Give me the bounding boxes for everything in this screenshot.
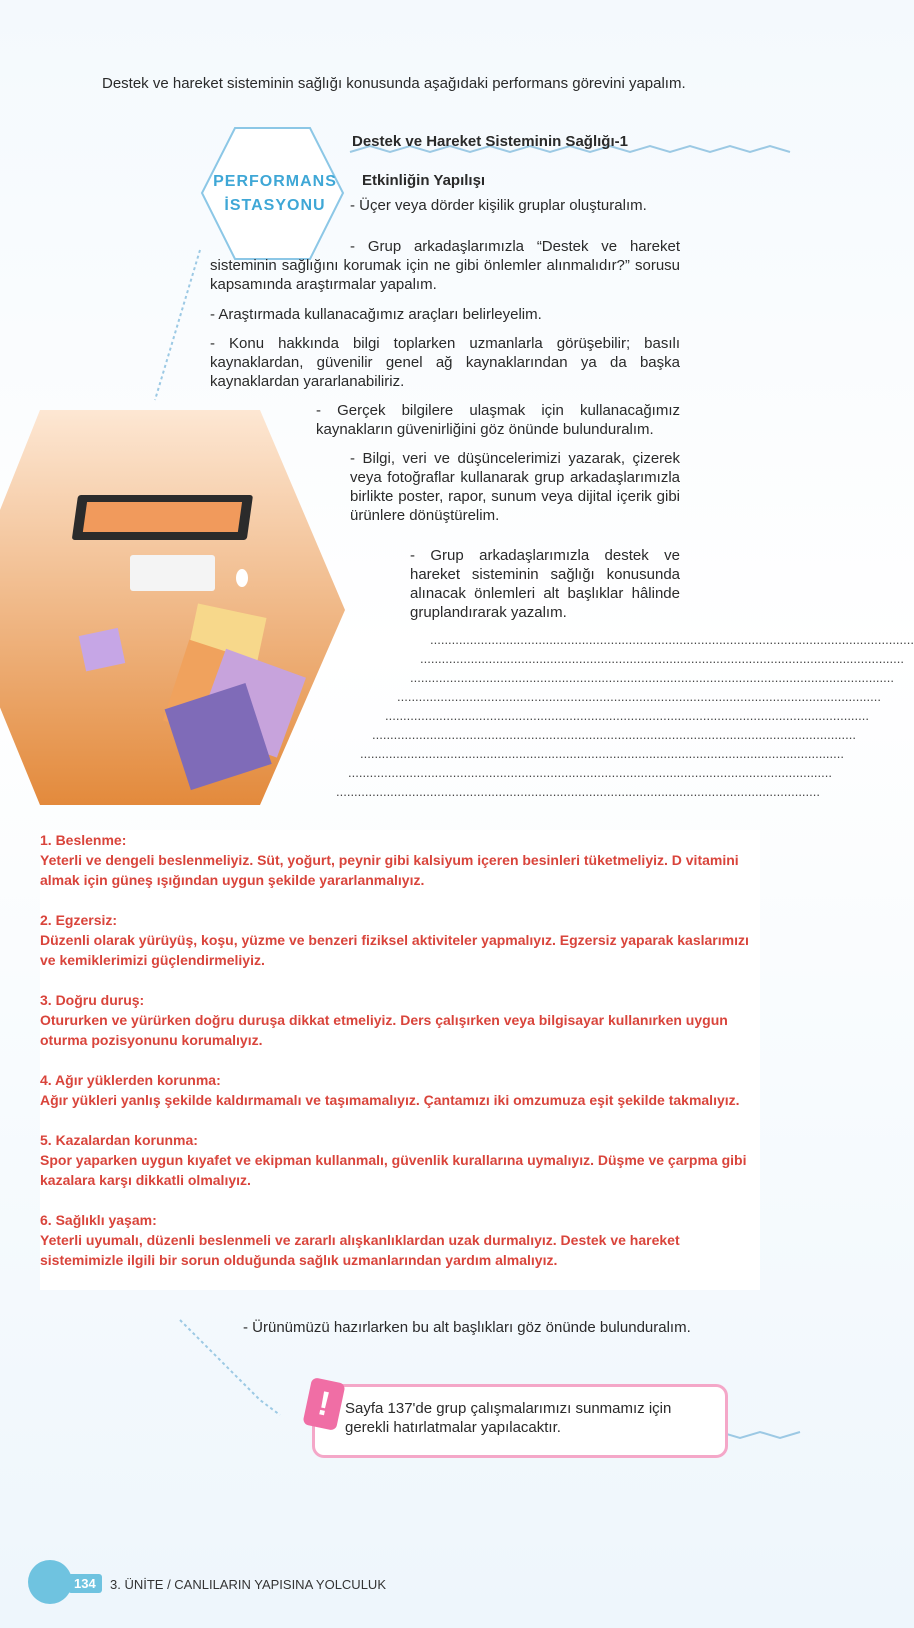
answer-text: Yeterli ve dengeli beslenmeliyiz. Süt, yoğurt, peynir gibi kalsiyum içeren besinleri tüketmeliyiz. D vitamini almak için güneş ışığından uygun şekilde yararlanmalıyız.	[40, 852, 739, 888]
intro-text: Destek ve hareket sisteminin sağlığı konusunda aşağıdaki performans görevini yapalım.	[102, 75, 686, 92]
step-5: - Gerçek bilgilere ulaşmak için kullanacağımız kaynakların güvenirliğini göz önünde bulunduralım.	[316, 402, 680, 438]
answer-block	[40, 830, 760, 1290]
station-line1: PERFORMANS	[213, 173, 337, 190]
step-4: - Konu hakkında bilgi toplarken uzmanlarla görüşebilir; basılı kaynaklardan, güvenilir genel ağ kaynaklarından ya da başka kaynaklardan yararlanabiliriz.	[210, 335, 680, 390]
activity-title: Destek ve Hareket Sisteminin Sağlığı-1	[352, 133, 628, 150]
answer-line[interactable]: ......................................................................................................................................	[372, 727, 856, 742]
exclamation-icon: !	[302, 1377, 345, 1431]
answer-line[interactable]: ......................................................................................................................................	[420, 651, 904, 666]
answer-line[interactable]: ......................................................................................................................................	[336, 784, 820, 799]
answer-heading: 3. Doğru duruş:	[40, 992, 145, 1008]
reminder-text: Sayfa 137'de grup çalışmalarımızı sunmamız için gerekli hatırlatmalar yapılacaktır.	[345, 1400, 672, 1436]
step-8: - Ürünümüzü hazırlarken bu alt başlıkları göz önünde bulunduralım.	[243, 1319, 691, 1336]
answer-heading: 5. Kazalardan korunma:	[40, 1132, 198, 1148]
unit-title: 3. ÜNİTE / CANLILARIN YAPISINA YOLCULUK	[110, 1577, 386, 1592]
microscope-icon	[28, 1560, 72, 1604]
answer-line[interactable]: ......................................................................................................................................	[348, 765, 832, 780]
answer-text: Ağır yükleri yanlış şekilde kaldırmamalı ve taşımamalıyız. Çantamızı iki omzumuza eşit şekilde takmalıyız.	[40, 1092, 740, 1108]
answer-line[interactable]: ......................................................................................................................................	[410, 670, 894, 685]
answer-item	[40, 910, 760, 970]
activity-subtitle: Etkinliğin Yapılışı	[362, 172, 486, 189]
step-6: - Bilgi, veri ve düşüncelerimizi yazarak, çizerek veya fotoğraflar kullanarak grup arkadaşlarımızla birlikte poster, rapor, sunum veya dijital içerik gibi ürünlere dönüştürelim.	[350, 450, 680, 524]
station-line2: İSTASYONU	[224, 197, 326, 214]
page-number: 134	[68, 1574, 102, 1593]
answer-item	[40, 1070, 760, 1110]
station-label	[205, 170, 345, 218]
step-2: - Grup arkadaşlarımızla “Destek ve hareket sisteminin sağlığını korumak için ne gibi önlemler alınmalıdır?” sorusu kapsamında araştırmalar yapalım.	[210, 238, 680, 293]
step-3: - Araştırmada kullanacağımız araçları belirleyelim.	[210, 306, 542, 323]
answer-item	[40, 1210, 760, 1270]
answer-line[interactable]: ......................................................................................................................................	[397, 689, 881, 704]
answer-heading: 4. Ağır yüklerden korunma:	[40, 1072, 221, 1088]
answer-heading: 6. Sağlıklı yaşam:	[40, 1212, 157, 1228]
step-1: - Üçer veya dörder kişilik gruplar oluşturalım.	[350, 197, 647, 214]
answer-line[interactable]: ......................................................................................................................................	[385, 708, 869, 723]
answer-item	[40, 830, 760, 890]
answer-heading: 1. Beslenme:	[40, 832, 127, 848]
answer-item	[40, 990, 760, 1050]
answer-text: Yeterli uyumalı, düzenli beslenmeli ve zararlı alışkanlıklardan uzak durmalıyız. Destek ve hareket sistemimizle ilgili bir sorun olduğunda sağlık uzmanlarından yardım almalıyız.	[40, 1232, 680, 1268]
answer-text: Otururken ve yürürken doğru duruşa dikkat etmeliyiz. Ders çalışırken veya bilgisayar kullanırken uygun oturma pozisyonunu korumalıyız.	[40, 1012, 728, 1048]
answer-text: Düzenli olarak yürüyüş, koşu, yüzme ve benzeri fiziksel aktiviteler yapmalıyız. Egzersiz yaparak kaslarımızı ve kemiklerimizi güçlendirmeliyiz.	[40, 932, 749, 968]
answer-heading: 2. Egzersiz:	[40, 912, 118, 928]
answer-line[interactable]: ......................................................................................................................................	[360, 746, 844, 761]
answer-line[interactable]: ......................................................................................................................................	[430, 632, 914, 647]
desk-illustration	[0, 410, 360, 810]
answer-item	[40, 1130, 760, 1190]
step-7: - Grup arkadaşlarımızla destek ve hareket sisteminin sağlığı konusunda alınacak önlemleri alt başlıklar hâlinde gruplandırarak yazalım.	[410, 547, 680, 621]
answer-text: Spor yaparken uygun kıyafet ve ekipman kullanmalı, güvenlik kurallarına uymalıyız. Düşme ve çarpma gibi kazalara karşı dikkatli olmalıyız.	[40, 1152, 747, 1188]
